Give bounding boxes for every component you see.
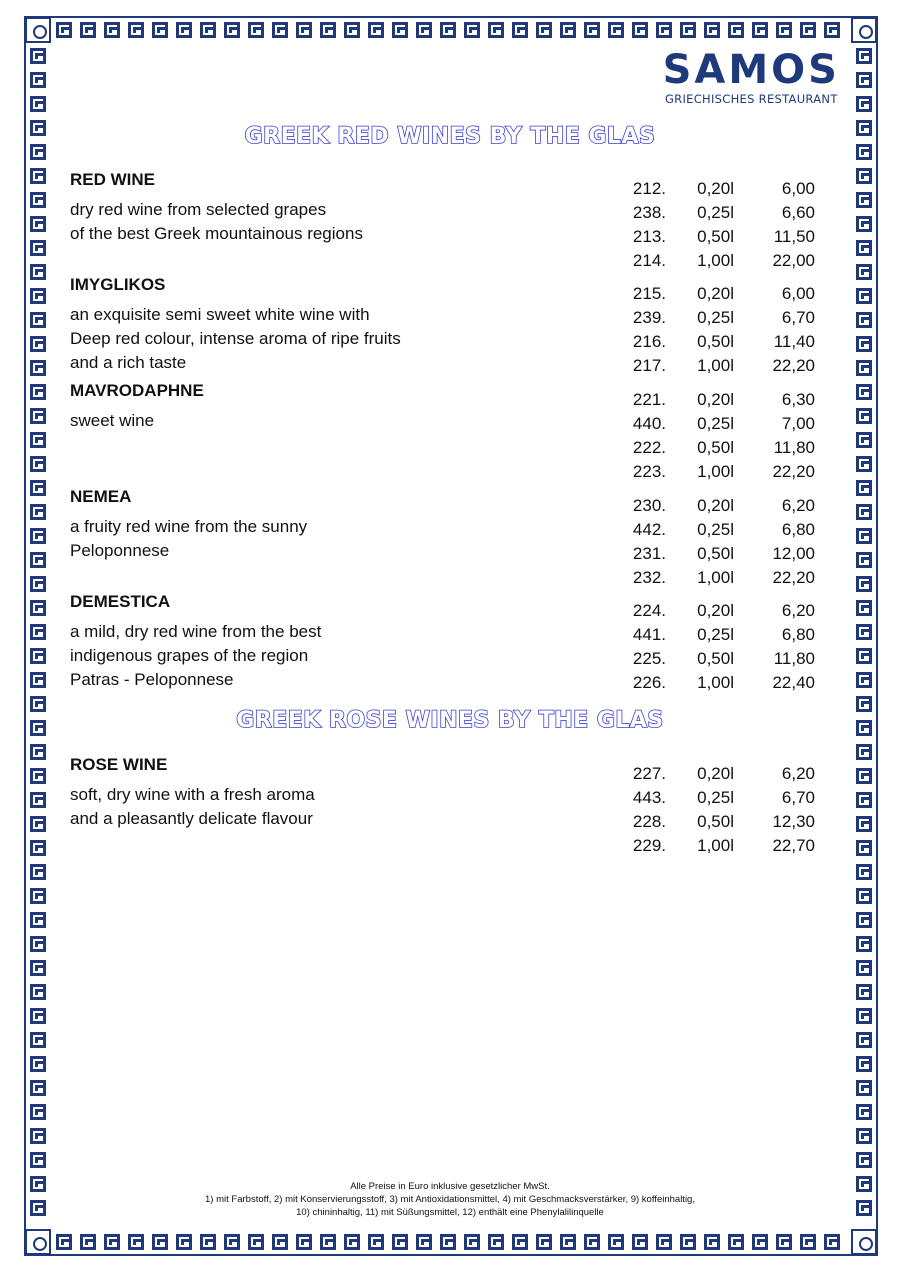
meander-tile: [852, 500, 876, 524]
meander-tile: [700, 1230, 724, 1254]
meander-tile: [26, 1124, 50, 1148]
price-row: [70, 462, 830, 486]
price: 22,20: [772, 568, 815, 587]
price: 11,80: [773, 438, 815, 457]
meander-tile: [172, 1230, 196, 1254]
meander-tile: [292, 1230, 316, 1254]
meander-tile: [26, 956, 50, 980]
meander-tile: [852, 572, 876, 596]
meander-tile: [852, 308, 876, 332]
meander-tile: [26, 764, 50, 788]
item-number: 217.: [632, 356, 666, 375]
price-row: [70, 520, 830, 544]
volume: 0,50l: [697, 544, 734, 563]
volume: 0,20l: [697, 496, 734, 515]
meander-tile: [532, 18, 556, 42]
wine-name: ROSE WINE: [70, 755, 168, 774]
wine-description-line: an exquisite semi sweet white wine with: [70, 305, 370, 324]
meander-tile: [796, 1230, 820, 1254]
item-number: 227.: [632, 764, 666, 783]
meander-tile: [76, 1230, 100, 1254]
meander-tile: [148, 18, 172, 42]
price-row: [70, 203, 830, 227]
logo-title: SAMOS: [662, 47, 840, 93]
meander-tile: [26, 908, 50, 932]
price: 22,00: [772, 251, 815, 270]
meander-tile: [852, 764, 876, 788]
meander-tile: [604, 1230, 628, 1254]
meander-tile: [852, 980, 876, 1004]
wine-description-line: soft, dry wine with a fresh aroma: [70, 785, 315, 804]
item-number: 238.: [632, 203, 666, 222]
meander-tile: [852, 788, 876, 812]
item-number: 232.: [632, 568, 666, 587]
wine-description-line: sweet wine: [70, 411, 155, 430]
meander-tile: [484, 1230, 508, 1254]
meander-tile: [172, 18, 196, 42]
item-number: 223.: [632, 462, 666, 481]
meander-tile: [556, 1230, 580, 1254]
item-number: 229.: [632, 836, 666, 855]
meander-tile: [316, 18, 340, 42]
meander-tile: [26, 1028, 50, 1052]
item-number: 442.: [632, 520, 666, 539]
meander-tile: [52, 18, 76, 42]
meander-tile: [852, 332, 876, 356]
volume: 0,25l: [697, 203, 734, 222]
volume: 1,00l: [697, 462, 734, 481]
price-row: [70, 673, 830, 697]
meander-tile: [652, 1230, 676, 1254]
footer-line: 10) chininhaltig, 11) mit Süßungsmittel, 12) enthält eine Phenylalilinquelle: [296, 1207, 604, 1218]
meander-tile: [852, 644, 876, 668]
meander-tile: [268, 1230, 292, 1254]
volume: 0,25l: [697, 788, 734, 807]
meander-tile: [26, 476, 50, 500]
footer-notes: [0, 1180, 900, 1219]
wine-description-line: Deep red colour, intense aroma of ripe fruits: [70, 329, 401, 348]
meander-tile: [628, 18, 652, 42]
meander-tile: [388, 18, 412, 42]
meander-tile: [26, 740, 50, 764]
item-number: 213.: [632, 227, 666, 246]
section-title-red-wines: GREEK RED WINES BY THE GLAS: [244, 124, 656, 149]
meander-tile: [852, 620, 876, 644]
meander-tile: [748, 18, 772, 42]
meander-tile: [26, 428, 50, 452]
volume: 1,00l: [697, 568, 734, 587]
meander-tile: [26, 500, 50, 524]
volume: 0,50l: [697, 438, 734, 457]
meander-tile: [26, 236, 50, 260]
meander-tile: [852, 1100, 876, 1124]
meander-tile: [852, 836, 876, 860]
meander-tile: [772, 18, 796, 42]
meander-tile: [26, 44, 50, 68]
price: 12,00: [772, 544, 815, 563]
meander-tile: [26, 884, 50, 908]
price-row: [70, 438, 830, 462]
volume: 1,00l: [697, 836, 734, 855]
meander-tile: [580, 1230, 604, 1254]
meander-tile: [852, 428, 876, 452]
volume: 0,50l: [697, 649, 734, 668]
price: 11,40: [773, 332, 815, 351]
corner-ornament: [851, 17, 877, 43]
meander-tile: [26, 188, 50, 212]
wine-description-line: indigenous grapes of the region: [70, 646, 309, 665]
volume: 1,00l: [697, 356, 734, 375]
price-row: [70, 568, 830, 592]
meander-tile: [724, 18, 748, 42]
meander-tile: [26, 332, 50, 356]
meander-tile: [852, 548, 876, 572]
meander-tile: [852, 92, 876, 116]
meander-tile: [26, 1148, 50, 1172]
meander-tile: [364, 18, 388, 42]
price-row: [70, 544, 830, 568]
volume: 0,20l: [697, 764, 734, 783]
meander-tile: [460, 1230, 484, 1254]
meander-tile: [508, 1230, 532, 1254]
meander-tile: [852, 188, 876, 212]
meander-tile: [460, 18, 484, 42]
price: 12,30: [772, 812, 815, 831]
price-row: [70, 812, 830, 836]
meander-tile: [26, 932, 50, 956]
wine-description-line: and a pleasantly delicate flavour: [70, 809, 313, 828]
meander-tile: [852, 356, 876, 380]
footer-line: 1) mit Farbstoff, 2) mit Konservierungsstoff, 3) mit Antioxidationsmittel, 4) mit Geschmacksverstärker, 9) koffeinhaltig,: [205, 1194, 695, 1205]
volume: 1,00l: [697, 673, 734, 692]
meander-tile: [26, 380, 50, 404]
meander-tile: [220, 1230, 244, 1254]
meander-tile: [26, 68, 50, 92]
meander-tile: [852, 476, 876, 500]
price: 6,80: [781, 520, 815, 539]
meander-tile: [676, 18, 700, 42]
meander-tile: [76, 18, 100, 42]
wine-description-line: dry red wine from selected grapes: [70, 200, 327, 219]
meander-tile: [124, 18, 148, 42]
meander-tile: [412, 18, 436, 42]
item-number: 214.: [632, 251, 666, 270]
meander-tile: [364, 1230, 388, 1254]
meander-tile: [820, 18, 844, 42]
meander-tile: [100, 1230, 124, 1254]
meander-tile: [26, 548, 50, 572]
item-number: 228.: [632, 812, 666, 831]
wine-description-line: Peloponnese: [70, 541, 170, 560]
price-row: [70, 836, 830, 860]
price-row: [70, 649, 830, 673]
wine-description-line: a mild, dry red wine from the best: [70, 622, 322, 641]
meander-tile: [852, 212, 876, 236]
meander-tile: [532, 1230, 556, 1254]
item-number: 226.: [632, 673, 666, 692]
meander-tile: [556, 18, 580, 42]
meander-tile: [26, 788, 50, 812]
meander-tile: [412, 1230, 436, 1254]
price: 22,20: [772, 462, 815, 481]
meander-tile: [676, 1230, 700, 1254]
volume: 0,50l: [697, 812, 734, 831]
price-row: [70, 284, 830, 308]
meander-tile: [852, 44, 876, 68]
meander-tile: [852, 284, 876, 308]
meander-tile: [220, 18, 244, 42]
meander-tile: [292, 18, 316, 42]
price-row: [70, 251, 830, 275]
price: 7,00: [781, 414, 815, 433]
item-number: 215.: [632, 284, 666, 303]
meander-tile: [26, 284, 50, 308]
meander-tile: [508, 18, 532, 42]
meander-tile: [196, 18, 220, 42]
meander-tile: [26, 836, 50, 860]
price-row: [70, 496, 830, 520]
volume: 0,25l: [697, 308, 734, 327]
volume: 0,25l: [697, 414, 734, 433]
item-number: 212.: [632, 179, 666, 198]
meander-tile: [484, 18, 508, 42]
item-number: 224.: [632, 601, 666, 620]
price: 6,70: [781, 308, 815, 327]
meander-tile: [852, 164, 876, 188]
price: 11,50: [773, 227, 815, 246]
price-row: [70, 227, 830, 251]
meander-tile: [852, 1124, 876, 1148]
meander-tile: [268, 18, 292, 42]
meander-tile: [652, 18, 676, 42]
price: 6,80: [781, 625, 815, 644]
section-title-rose-wines: GREEK ROSE WINES BY THE GLAS: [236, 708, 664, 733]
meander-tile: [26, 92, 50, 116]
meander-tile: [796, 18, 820, 42]
volume: 0,25l: [697, 625, 734, 644]
meander-tile: [852, 860, 876, 884]
price-row: [70, 625, 830, 649]
meander-tile: [852, 884, 876, 908]
meander-tile: [852, 596, 876, 620]
corner-ornament: [851, 1229, 877, 1255]
meander-tile: [316, 1230, 340, 1254]
meander-tile: [26, 452, 50, 476]
meander-tile: [26, 572, 50, 596]
meander-tile: [100, 18, 124, 42]
meander-tile: [852, 668, 876, 692]
meander-tile: [340, 1230, 364, 1254]
item-number: 231.: [632, 544, 666, 563]
item-number: 441.: [632, 625, 666, 644]
logo-subtitle: GRIECHISCHES RESTAURANT: [664, 92, 838, 106]
wine-description-line: Patras - Peloponnese: [70, 670, 234, 689]
price: 22,70: [772, 836, 815, 855]
price-row: [70, 332, 830, 356]
meander-tile: [340, 18, 364, 42]
corner-ornament: [25, 1229, 51, 1255]
meander-tile: [852, 524, 876, 548]
price: 6,20: [781, 496, 815, 515]
meander-tile: [26, 812, 50, 836]
volume: 0,25l: [697, 520, 734, 539]
meander-tile: [26, 1052, 50, 1076]
wine-description-line: and a rich taste: [70, 353, 187, 372]
volume: 0,20l: [697, 179, 734, 198]
meander-tile: [852, 908, 876, 932]
meander-tile: [26, 980, 50, 1004]
item-number: 225.: [632, 649, 666, 668]
item-number: 440.: [632, 414, 666, 433]
price-row: [70, 179, 830, 203]
meander-tile: [852, 812, 876, 836]
corner-ornament: [25, 17, 51, 43]
price: 6,20: [781, 601, 815, 620]
meander-tile: [26, 308, 50, 332]
meander-tile: [852, 260, 876, 284]
price: 6,60: [781, 203, 815, 222]
volume: 1,00l: [697, 251, 734, 270]
meander-tile: [852, 1004, 876, 1028]
meander-tile: [436, 18, 460, 42]
wine-description-line: of the best Greek mountainous regions: [70, 224, 363, 243]
meander-tile: [772, 1230, 796, 1254]
meander-tile: [580, 18, 604, 42]
meander-tile: [700, 18, 724, 42]
volume: 0,50l: [697, 332, 734, 351]
meander-tile: [852, 1076, 876, 1100]
meander-tile: [852, 236, 876, 260]
item-number: 221.: [632, 390, 666, 409]
meander-tile: [26, 668, 50, 692]
meander-tile: [124, 1230, 148, 1254]
item-number: 239.: [632, 308, 666, 327]
meander-tile: [26, 524, 50, 548]
meander-tile: [26, 1076, 50, 1100]
item-number: 230.: [632, 496, 666, 515]
meander-tile: [52, 1230, 76, 1254]
price: 6,20: [781, 764, 815, 783]
price: 22,40: [772, 673, 815, 692]
meander-tile: [852, 1052, 876, 1076]
meander-tile: [388, 1230, 412, 1254]
price-row: [70, 390, 830, 414]
wine-description-line: a fruity red wine from the sunny: [70, 517, 308, 536]
meander-tile: [26, 260, 50, 284]
price-row: [70, 414, 830, 438]
price: 6,00: [781, 179, 815, 198]
wine-name: DEMESTICA: [70, 592, 171, 611]
price: 6,00: [781, 284, 815, 303]
price: 6,30: [781, 390, 815, 409]
meander-tile: [26, 1004, 50, 1028]
wine-name: RED WINE: [70, 170, 155, 189]
volume: 0,20l: [697, 601, 734, 620]
meander-tile: [26, 644, 50, 668]
meander-tile: [820, 1230, 844, 1254]
price: 6,70: [781, 788, 815, 807]
meander-tile: [26, 164, 50, 188]
wine-name: MAVRODAPHNE: [70, 381, 204, 400]
volume: 0,20l: [697, 284, 734, 303]
price: 11,80: [773, 649, 815, 668]
meander-tile: [26, 860, 50, 884]
meander-tile: [748, 1230, 772, 1254]
item-number: 443.: [632, 788, 666, 807]
meander-tile: [852, 1148, 876, 1172]
meander-tile: [26, 356, 50, 380]
meander-tile: [852, 380, 876, 404]
item-number: 222.: [632, 438, 666, 457]
meander-tile: [604, 18, 628, 42]
price-row: [70, 601, 830, 625]
meander-tile: [26, 404, 50, 428]
wine-name: NEMEA: [70, 487, 132, 506]
meander-tile: [852, 404, 876, 428]
meander-tile: [26, 596, 50, 620]
meander-tile: [244, 18, 268, 42]
volume: 0,50l: [697, 227, 734, 246]
price-row: [70, 764, 830, 788]
meander-tile: [196, 1230, 220, 1254]
price-row: [70, 356, 830, 380]
meander-tile: [852, 740, 876, 764]
price-row: [70, 788, 830, 812]
meander-tile: [852, 68, 876, 92]
meander-tile: [244, 1230, 268, 1254]
meander-tile: [852, 1028, 876, 1052]
volume: 0,20l: [697, 390, 734, 409]
footer-line: Alle Preise in Euro inklusive gesetzlicher MwSt.: [350, 1181, 550, 1192]
restaurant-logo: [663, 48, 840, 106]
meander-tile: [26, 212, 50, 236]
meander-tile: [26, 1100, 50, 1124]
meander-tile: [852, 956, 876, 980]
wine-name: IMYGLIKOS: [70, 275, 166, 294]
meander-tile: [724, 1230, 748, 1254]
meander-tile: [852, 932, 876, 956]
meander-tile: [852, 452, 876, 476]
price-row: [70, 308, 830, 332]
meander-tile: [148, 1230, 172, 1254]
meander-tile: [628, 1230, 652, 1254]
price: 22,20: [772, 356, 815, 375]
item-number: 216.: [632, 332, 666, 351]
meander-tile: [436, 1230, 460, 1254]
meander-tile: [26, 620, 50, 644]
